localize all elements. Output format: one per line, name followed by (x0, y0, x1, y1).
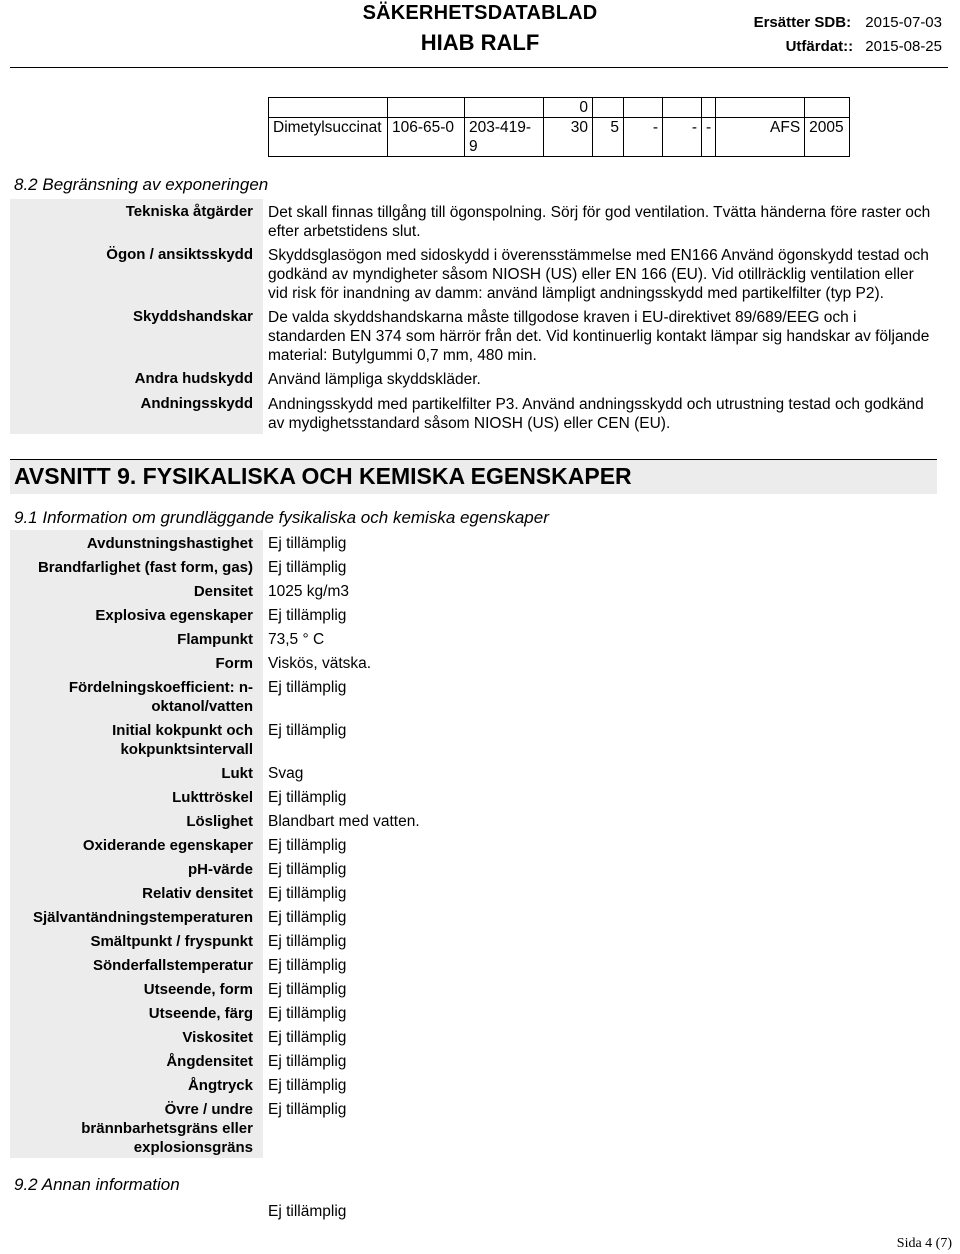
property-value: Ej tillämplig (268, 1005, 347, 1022)
text-eye-protection: Skyddsglasögon med sidoskydd i överensstämmelse med EN166 Använd ögonskydd testad och godkänd av myndigheter såsom NIOSH (US) eller EN 166 (EU). Vid otillräcklig ventilation eller vid risk för inandning av damm: använd lämpligt andningsskydd med partikelfilter (typ P2). (268, 247, 929, 302)
label-respiratory: Andningsskydd (140, 395, 253, 412)
label-technical-measures: Tekniska åtgärder (125, 203, 253, 220)
table-cell (624, 98, 663, 118)
value-cell: 5 (593, 118, 624, 157)
property-value: Ej tillämplig (268, 909, 347, 926)
property-value: 1025 kg/m3 (268, 583, 349, 600)
property-value: Svag (268, 765, 304, 782)
year-cell: 2005 (805, 118, 850, 157)
document-title: SÄKERHETSDATABLAD (362, 2, 598, 24)
product-name: HIAB RALF (420, 30, 540, 55)
issued-line (786, 38, 942, 55)
property-value: Blandbart med vatten. (268, 813, 420, 830)
property-label: Brandfarlighet (fast form, gas) (37, 559, 253, 576)
property-value: Ej tillämplig (268, 535, 347, 552)
property-label: Ångdensitet (166, 1053, 253, 1070)
replaces-label: Ersätter SDB: (753, 14, 852, 31)
replaces-date: 2015-07-03 (865, 14, 942, 31)
property-value: Ej tillämplig (268, 933, 347, 950)
cas-cell: 106-65-0 (388, 118, 465, 157)
table-cell (805, 98, 850, 118)
other-info-value: Ej tillämplig (268, 1203, 347, 1220)
property-label: Sönderfallstemperatur (92, 957, 253, 974)
property-value: Ej tillämplig (268, 679, 347, 696)
subsection-heading: 8.2 Begränsning av exponeringen (14, 175, 269, 194)
property-value: Viskös, vätska. (268, 655, 372, 672)
property-value: Ej tillämplig (268, 981, 347, 998)
source-cell: AFS (716, 118, 805, 157)
property-value: Ej tillämplig (268, 837, 347, 854)
property-value: 73,5 ° C (268, 631, 325, 648)
property-value: Ej tillämplig (268, 722, 347, 739)
header-rule (10, 67, 948, 68)
table-cell (663, 98, 702, 118)
property-value: Ej tillämplig (268, 789, 347, 806)
property-value: Ej tillämplig (268, 1077, 347, 1094)
property-label: Viskositet (182, 1029, 253, 1046)
value-cell: - (663, 118, 702, 157)
subsection-heading: 9.1 Information om grundläggande fysikaliska och kemiska egenskaper (14, 508, 549, 527)
property-label: Ångtryck (187, 1077, 253, 1094)
substance-cell: Dimetylsuccinat (269, 118, 388, 157)
property-label: Självantändningstemperaturen (32, 909, 253, 926)
label-gloves: Skyddshandskar (132, 308, 253, 325)
property-value: Ej tillämplig (268, 957, 347, 974)
table-cell (269, 98, 388, 118)
property-label: pH-värde (187, 861, 253, 878)
property-label: Explosiva egenskaper (95, 607, 253, 624)
property-label: Utseende, färg (148, 1005, 253, 1022)
property-label: Lukt (221, 765, 253, 782)
property-label: Smältpunkt / fryspunkt (90, 933, 253, 950)
replaces-line (754, 14, 942, 31)
issued-date: 2015-08-25 (865, 38, 942, 55)
text-skin-protection: Använd lämpliga skyddskläder. (268, 371, 481, 388)
property-label: Relativ densitet (142, 885, 253, 902)
property-label: Lukttröskel (172, 789, 253, 806)
table-cell (716, 98, 805, 118)
property-value: Ej tillämplig (268, 607, 347, 624)
property-label: Form (215, 655, 253, 672)
property-label: Initial kokpunkt och kokpunktsintervall (112, 722, 253, 758)
table-cell (593, 98, 624, 118)
property-value: Ej tillämplig (268, 1053, 347, 1070)
property-label: Avdunstningshastighet (86, 535, 253, 552)
table-cell (388, 98, 465, 118)
table-cell (465, 98, 544, 118)
value-cell: 30 (544, 118, 593, 157)
label-eye-protection: Ögon / ansiktsskydd (106, 246, 253, 263)
property-label: Utseende, form (143, 981, 253, 998)
property-label: Fördelningskoefficient: n-oktanol/vatten (68, 679, 253, 715)
table-row (269, 98, 850, 118)
table-cell: 0 (544, 98, 593, 118)
section-title: AVSNITT 9. FYSIKALISKA OCH KEMISKA EGENSKAPER (14, 463, 632, 489)
issued-label: Utfärdat:: (785, 38, 854, 55)
table-row (269, 118, 850, 157)
exposure-limits-table (268, 97, 850, 157)
ec-cell: 203-419-9 (465, 118, 544, 157)
property-value: Ej tillämplig (268, 1101, 347, 1118)
table-cell (702, 98, 716, 118)
value-cell: - (624, 118, 663, 157)
property-value: Ej tillämplig (268, 559, 347, 576)
text-gloves: De valda skyddshandskarna måste tillgodose kraven i EU-direktivet 89/689/EEG och i standarden EN 374 som härrör från det. Vid kontinuerlig kontakt lämpar sig handskar av följande material: Butylgummi 0,7 mm, 480 min. (268, 309, 930, 364)
text-respiratory: Andningsskydd med partikelfilter P3. Använd andningsskydd och utrustning testad och godkänd av mydighetsstandard såsom NIOSH (US) eller CEN (EU). (268, 396, 924, 432)
page-number: Sida 4 (7) (896, 1236, 952, 1251)
text-technical-measures: Det skall finnas tillgång till ögonspolning. Sörj för god ventilation. Tvätta händerna före raster och efter arbetstidens slut. (268, 204, 931, 240)
label-skin-protection: Andra hudskydd (134, 370, 253, 387)
property-label: Oxiderande egenskaper (82, 837, 253, 854)
property-label: Övre / undre brännbarhetsgräns eller explosionsgräns (81, 1101, 253, 1156)
property-label: Löslighet (186, 813, 253, 830)
property-value: Ej tillämplig (268, 885, 347, 902)
value-cell: - (702, 118, 716, 157)
property-label: Densitet (193, 583, 253, 600)
subsection-heading: 9.2 Annan information (14, 1175, 180, 1194)
property-value: Ej tillämplig (268, 1029, 347, 1046)
property-label: Flampunkt (177, 631, 253, 648)
property-value: Ej tillämplig (268, 861, 347, 878)
